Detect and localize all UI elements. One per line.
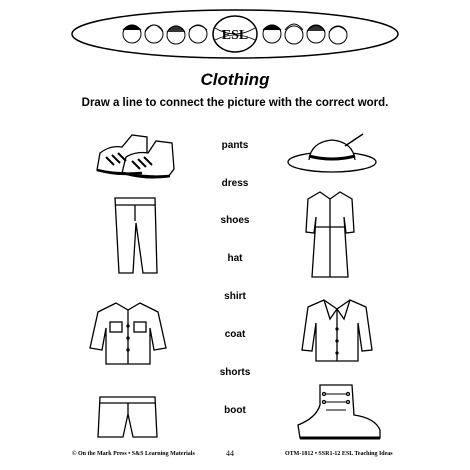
children-faces-right-icon — [263, 24, 347, 44]
pants-picture-icon — [105, 193, 165, 278]
esl-banner — [70, 8, 400, 60]
dress-picture-icon — [300, 187, 360, 282]
word-hat: hat — [227, 253, 243, 264]
esl-logo-text: ESL — [221, 28, 249, 43]
shirt-picture-icon — [88, 298, 168, 368]
page-title: Clothing — [200, 70, 270, 89]
instructions: Draw a line to connect the picture with the correct word. — [81, 97, 389, 109]
boot-picture-icon — [290, 380, 385, 445]
word-shoes: shoes — [220, 215, 250, 226]
hat-picture-icon — [285, 132, 380, 177]
sneakers-picture-icon — [92, 125, 182, 180]
children-faces-left-icon — [123, 25, 207, 44]
word-boot: boot — [224, 405, 246, 416]
word-shirt: shirt — [224, 291, 246, 302]
word-shorts: shorts — [219, 367, 251, 378]
coat-picture-icon — [300, 295, 375, 365]
footer-publisher: © On the Mark Press • S&S Learning Materials — [72, 451, 195, 457]
shorts-picture-icon — [95, 392, 160, 442]
footer-series: OTM-1812 • SSR1-12 ESL Teaching Ideas — [285, 451, 393, 457]
word-coat: coat — [224, 329, 246, 340]
word-dress: dress — [221, 178, 249, 189]
page-number: 44 — [226, 449, 234, 458]
globe-logo-icon — [213, 16, 257, 52]
word-pants: pants — [221, 140, 249, 151]
